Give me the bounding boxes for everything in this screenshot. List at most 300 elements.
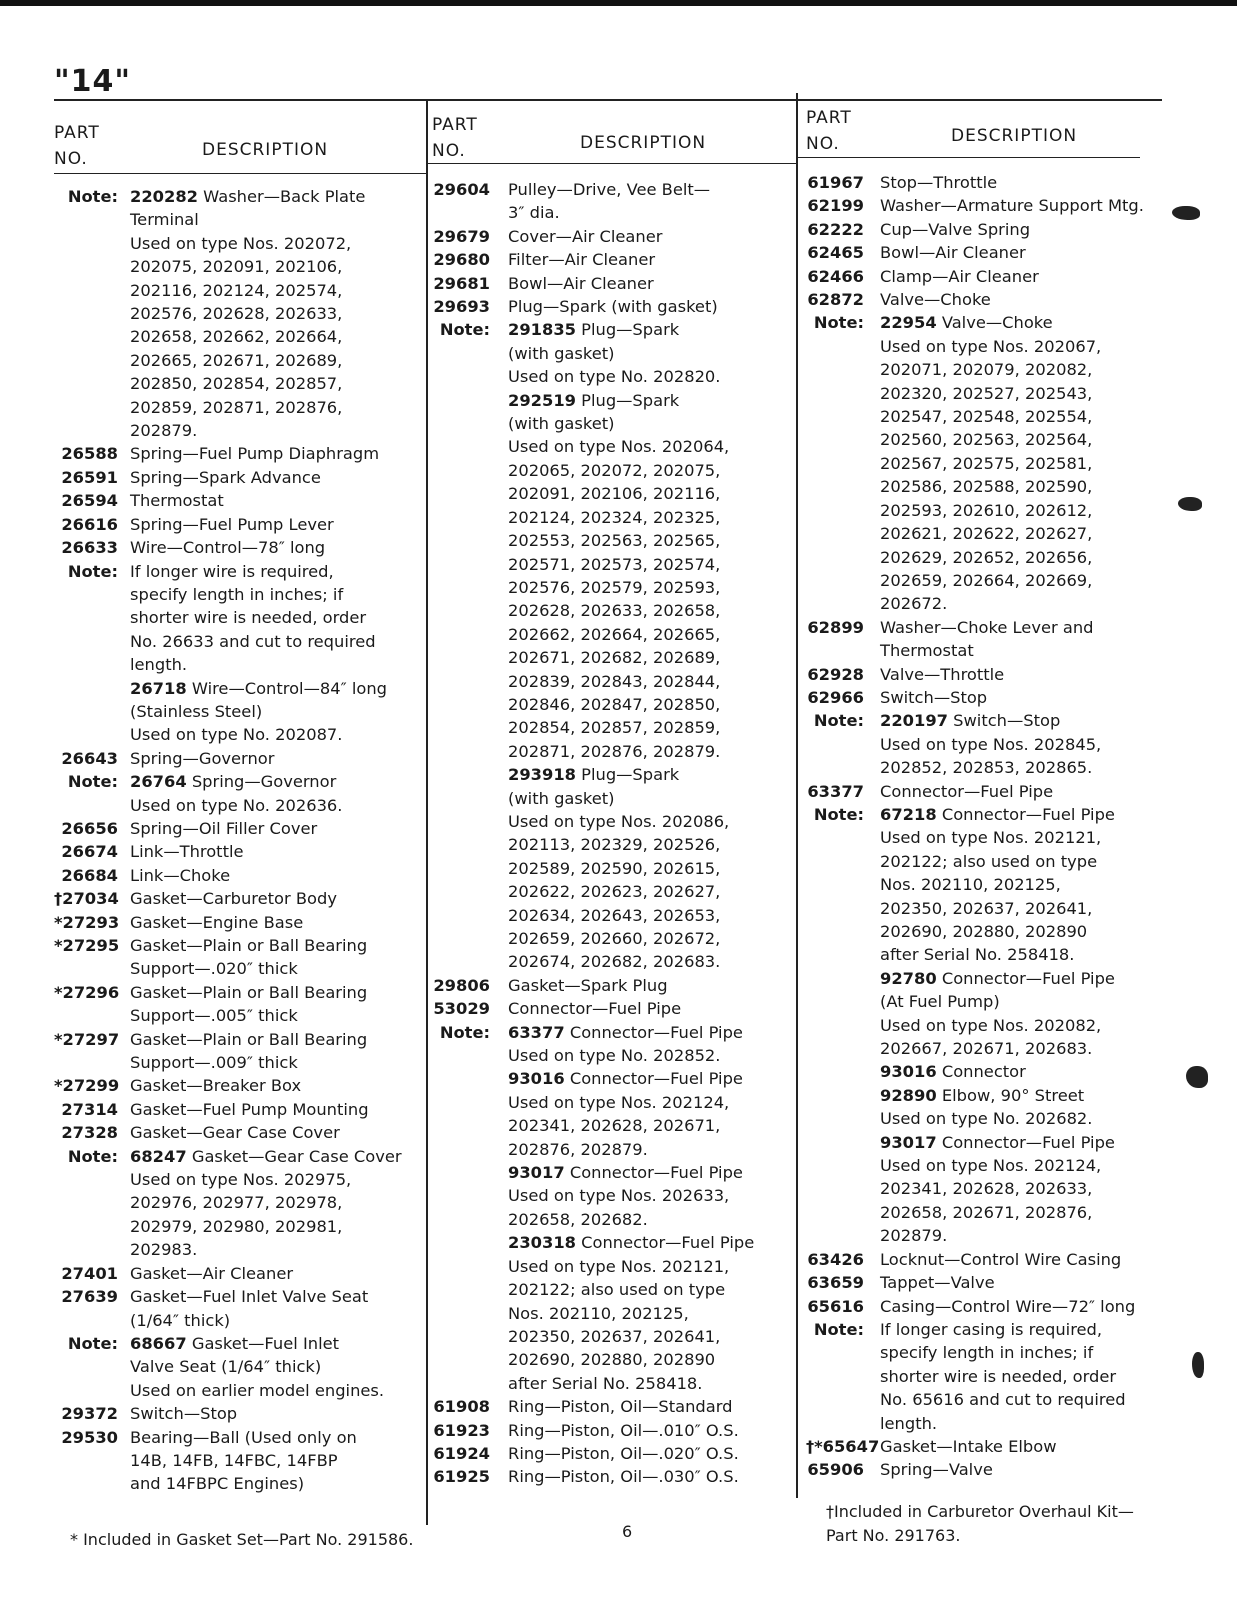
- part-description: [880, 1435, 1144, 1458]
- description-text: Spring—Fuel Pump Lever: [130, 514, 334, 534]
- part-row: [54, 911, 402, 934]
- description-text: Switch—Stop Used on type Nos. 202845, 202852, 202853, 202865.: [880, 711, 1102, 778]
- part-description: [130, 770, 402, 817]
- part-description: [880, 709, 1144, 779]
- part-row: [54, 840, 402, 863]
- part-number: 27314: [61, 1099, 118, 1119]
- description-text: Spring—Governor Used on type No. 202636.: [130, 772, 343, 815]
- description-text: Washer—Back Plate Terminal Used on type Nos. 202072, 202075, 202091, 202106, 202116, 202124, 202574, 202576, 202628, 202633, 202658, 202662, 202664, 202665, 202671, 202689, 202850, 202854, 202857, 202859, 202871, 202876, 202879.: [130, 187, 366, 441]
- part-row: [806, 709, 1144, 779]
- part-number: *27299: [54, 1076, 120, 1096]
- alternate-part-number: 292519: [508, 390, 576, 410]
- part-row: [806, 780, 1144, 803]
- part-number: 62465: [807, 243, 864, 263]
- part-description: [508, 1231, 754, 1395]
- binder-hole-mark: [1172, 206, 1200, 220]
- part-number: 53029: [433, 999, 490, 1019]
- part-number: *27295: [54, 936, 120, 955]
- part-description: [880, 194, 1144, 217]
- description-text: Washer—Armature Support Mtg.: [880, 196, 1144, 216]
- alternate-part-number: 22954: [880, 313, 937, 333]
- part-number: 27328: [61, 1123, 118, 1143]
- description-text: Gasket—Fuel Inlet Valve Seat (1/64″ thick) Used on earlier model engines.: [130, 1333, 385, 1400]
- description-text: Gasket—Spark Plug: [508, 975, 668, 995]
- part-row: [432, 318, 754, 388]
- part-description: [130, 1098, 402, 1121]
- description-text: Ring—Piston, Oil—Standard: [508, 1397, 733, 1417]
- part-row: [806, 171, 1144, 194]
- part-row: [806, 1060, 1144, 1083]
- part-row: [432, 1067, 754, 1161]
- part-row: [432, 1395, 754, 1418]
- part-description: [880, 616, 1144, 663]
- part-number: 61925: [433, 1467, 490, 1487]
- part-row: [432, 974, 754, 997]
- part-number: *27297: [54, 1029, 120, 1049]
- part-row: [54, 981, 402, 1028]
- description-text: Connector—Fuel Pipe Used on type Nos. 202121, 202122; also used on type Nos. 202110, 202125, 202350, 202637, 202641, 202690, 202880, 202890 after Serial No. 258418.: [508, 1233, 755, 1393]
- part-description: [880, 241, 1144, 264]
- description-text: Washer—Choke Lever and Thermostat: [880, 617, 1094, 661]
- note-label: Note:: [67, 772, 118, 792]
- binder-hole-mark: [1186, 1066, 1208, 1088]
- parts-list: [432, 178, 754, 1489]
- part-number: 62899: [807, 617, 864, 637]
- part-row: [54, 817, 402, 840]
- description-text: Wire—Control—84″ long (Stainless Steel) Used on type No. 202087.: [130, 678, 387, 745]
- part-number: †*65647: [806, 1436, 880, 1456]
- parts-column-1: [54, 100, 422, 1494]
- description-text: Plug—Spark (with gasket) Used on type Nos. 202064, 202065, 202072, 202075, 202091, 202106, 202116, 202124, 202324, 202325, 202553, 202563, 202565, 202571, 202573, 202574, 202576, 202579, 202593, 202628, 202633, 202658, 202662, 202664, 202665, 202671, 202682, 202689, 202839, 202843, 202844, 202846, 202847, 202850, 202854, 202857, 202859, 202871, 202876, 202879.: [508, 390, 730, 761]
- description-text: Pulley—Drive, Vee Belt— 3″ dia.: [508, 180, 711, 223]
- part-description: [130, 560, 402, 677]
- alternate-part-number: 93017: [508, 1163, 565, 1183]
- description-text: Valve—Choke Used on type Nos. 202067, 202071, 202079, 202082, 202320, 202527, 202543, 202547, 202548, 202554, 202560, 202563, 202564, 202567, 202575, 202581, 202586, 202588, 202590, 202593, 202610, 202612, 202621, 202622, 202627, 202629, 202652, 202656, 202659, 202664, 202669, 202672.: [880, 313, 1102, 614]
- note-label: Note:: [813, 804, 864, 824]
- part-description: [130, 887, 402, 910]
- part-description: [880, 967, 1144, 1061]
- part-number: *27293: [54, 912, 120, 932]
- binder-hole-mark: [1192, 1352, 1204, 1378]
- part-number: 62222: [807, 219, 864, 239]
- part-description: [880, 311, 1144, 615]
- part-row: [54, 442, 402, 465]
- part-description: [508, 272, 754, 295]
- part-description: [130, 536, 402, 559]
- description-text: Gasket—Plain or Ball Bearing Support—.009″ thick: [130, 1029, 368, 1073]
- part-no-header: PART NO.: [806, 108, 852, 154]
- alternate-part-number: 63377: [508, 1022, 565, 1042]
- description-text: Spring—Valve: [880, 1460, 993, 1480]
- alternate-part-number: 291835: [508, 320, 576, 340]
- part-number: 63659: [807, 1273, 864, 1293]
- part-description: [130, 466, 402, 489]
- page-number: 6: [622, 1522, 633, 1541]
- part-description: [508, 763, 754, 974]
- part-row: [432, 1465, 754, 1488]
- description-text: Ring—Piston, Oil—.010″ O.S.: [508, 1420, 739, 1440]
- part-row: [54, 1145, 402, 1262]
- part-description: [880, 780, 1144, 803]
- part-number: 26616: [61, 514, 118, 534]
- part-row: [806, 1271, 1144, 1294]
- part-description: [880, 1084, 1144, 1131]
- part-description: [130, 1426, 402, 1496]
- part-description: [130, 442, 402, 465]
- part-number: 62928: [807, 664, 864, 684]
- part-description: [508, 1442, 754, 1465]
- part-no-header: PART NO.: [432, 115, 478, 161]
- part-row: [54, 489, 402, 512]
- description-text: Thermostat: [130, 491, 224, 511]
- part-number: 26643: [61, 748, 118, 768]
- note-label: Note:: [439, 1022, 490, 1042]
- description-text: Gasket—Gear Case Cover Used on type Nos. 202975, 202976, 202977, 202978, 202979, 202980, 202981, 202983.: [130, 1146, 402, 1260]
- description-text: Connector—Fuel Pipe: [880, 781, 1054, 801]
- part-description: [880, 1318, 1144, 1435]
- part-number: 62966: [807, 687, 864, 707]
- note-label: Note:: [439, 320, 490, 340]
- alternate-part-number: 68667: [130, 1333, 187, 1353]
- part-row: [54, 864, 402, 887]
- header-rule: [54, 173, 426, 174]
- part-description: [508, 1021, 754, 1068]
- alternate-part-number: 220282: [130, 187, 198, 206]
- part-description: [508, 178, 754, 225]
- description-text: Bearing—Ball (Used only on 14B, 14FB, 14FBC, 14FBP and 14FBPC Engines): [130, 1427, 357, 1494]
- description-text: Spring—Spark Advance: [130, 467, 321, 487]
- part-description: [130, 1285, 402, 1332]
- alternate-part-number: 92780: [880, 968, 937, 988]
- description-text: Spring—Fuel Pump Diaphragm: [130, 444, 380, 464]
- description-text: Gasket—Breaker Box: [130, 1076, 302, 1096]
- part-description: [880, 686, 1144, 709]
- part-number: 62872: [807, 290, 864, 310]
- description-text: Switch—Stop: [130, 1404, 238, 1424]
- part-description: [880, 218, 1144, 241]
- description-text: Gasket—Fuel Pump Mounting: [130, 1099, 369, 1119]
- page-title: "14": [54, 64, 132, 99]
- part-row: [806, 1435, 1144, 1458]
- part-description: [508, 997, 754, 1020]
- part-row: [54, 1426, 402, 1496]
- part-number: 29679: [433, 226, 490, 246]
- part-row: [54, 934, 402, 981]
- part-description: [508, 1067, 754, 1161]
- part-description: [130, 677, 402, 747]
- part-number: 29806: [433, 975, 490, 995]
- part-description: [508, 225, 754, 248]
- part-description: [880, 1131, 1144, 1248]
- description-text: Switch—Stop: [880, 687, 988, 707]
- part-row: [54, 513, 402, 536]
- note-label: Note:: [67, 1333, 118, 1353]
- part-row: [54, 560, 402, 677]
- part-description: [130, 934, 402, 981]
- part-row: [432, 1161, 754, 1231]
- description-text: Stop—Throttle: [880, 173, 998, 192]
- description-text: Connector—Fuel Pipe Used on type Nos. 202633, 202658, 202682.: [508, 1163, 743, 1229]
- part-description: [508, 974, 754, 997]
- description-text: Ring—Piston, Oil—.030″ O.S.: [508, 1467, 739, 1487]
- part-description: [508, 1419, 754, 1442]
- part-number: 26633: [61, 538, 118, 558]
- part-number: 61923: [433, 1420, 490, 1440]
- alternate-part-number: 92890: [880, 1085, 937, 1105]
- description-text: Bowl—Air Cleaner: [508, 273, 654, 293]
- part-description: [130, 747, 402, 770]
- part-description: [130, 1332, 402, 1402]
- description-text: Casing—Control Wire—72″ long: [880, 1296, 1136, 1316]
- part-row: [54, 1121, 402, 1144]
- part-row: [806, 663, 1144, 686]
- description-header: DESCRIPTION: [580, 133, 707, 153]
- part-row: [806, 1458, 1144, 1481]
- description-text: Valve—Throttle: [880, 664, 1005, 684]
- part-number: 26594: [61, 491, 118, 511]
- part-row: [806, 967, 1144, 1061]
- part-row: [432, 1419, 754, 1442]
- part-row: [432, 272, 754, 295]
- note-label: Note:: [813, 711, 864, 731]
- part-row: [54, 536, 402, 559]
- description-text: Wire—Control—78″ long: [130, 538, 326, 558]
- part-number: 26588: [61, 444, 118, 464]
- description-text: Spring—Oil Filler Cover: [130, 818, 318, 838]
- carburetor-kit-footnote: †Included in Carburetor Overhaul Kit— Part No. 291763.: [826, 1502, 1134, 1545]
- part-row: [806, 616, 1144, 663]
- part-row: [806, 241, 1144, 264]
- description-text: Connector—Fuel Pipe (At Fuel Pump) Used on type Nos. 202082, 202667, 202671, 202683.: [880, 968, 1115, 1059]
- part-description: [880, 171, 1144, 194]
- part-row: [54, 1332, 402, 1402]
- part-description: [130, 1402, 402, 1425]
- description-header: DESCRIPTION: [951, 126, 1078, 146]
- alternate-part-number: 26764: [130, 772, 187, 792]
- part-row: [432, 1442, 754, 1465]
- part-number: 29680: [433, 250, 490, 270]
- part-row: [806, 1248, 1144, 1271]
- part-description: [130, 1145, 402, 1262]
- part-row: [54, 1098, 402, 1121]
- part-description: [130, 185, 402, 442]
- gasket-set-footnote: * Included in Gasket Set—Part No. 291586.: [70, 1530, 414, 1549]
- header-rule: [426, 163, 796, 164]
- part-description: [880, 1248, 1144, 1271]
- note-label: Note:: [813, 1319, 864, 1339]
- description-text: Locknut—Control Wire Casing: [880, 1249, 1122, 1269]
- parts-list: [54, 185, 402, 1496]
- part-row: [54, 1074, 402, 1097]
- part-number: 26591: [61, 467, 118, 487]
- column-divider: [426, 100, 428, 1525]
- note-label: Note:: [67, 187, 118, 206]
- part-row: [806, 803, 1144, 967]
- part-number: 26656: [61, 818, 118, 838]
- part-number: 26684: [61, 865, 118, 885]
- part-number: 27401: [61, 1263, 118, 1283]
- part-number: 29530: [61, 1427, 118, 1447]
- part-description: [880, 1271, 1144, 1294]
- description-text: Ring—Piston, Oil—.020″ O.S.: [508, 1443, 739, 1463]
- description-text: Connector—Fuel Pipe Used on type No. 202852.: [508, 1022, 743, 1066]
- part-row: [54, 770, 402, 817]
- part-description: [508, 295, 754, 318]
- part-row: [806, 686, 1144, 709]
- part-row: [806, 1318, 1144, 1435]
- part-description: [130, 1121, 402, 1144]
- description-text: Connector—Fuel Pipe Used on type Nos. 202124, 202341, 202628, 202671, 202876, 202879.: [508, 1069, 743, 1159]
- description-text: Spring—Governor: [130, 748, 275, 768]
- description-text: Elbow, 90° Street Used on type No. 202682.: [880, 1085, 1093, 1129]
- part-row: [806, 1084, 1144, 1131]
- part-row: [54, 1285, 402, 1332]
- part-row: [54, 185, 402, 442]
- description-text: Plug—Spark (with gasket): [508, 297, 718, 317]
- description-text: Connector—Fuel Pipe Used on type Nos. 202124, 202341, 202628, 202633, 202658, 202671, 202876, 202879.: [880, 1132, 1115, 1246]
- description-text: Gasket—Gear Case Cover: [130, 1123, 340, 1143]
- part-number: 61924: [433, 1443, 490, 1463]
- part-row: [54, 1402, 402, 1425]
- part-row: [432, 389, 754, 764]
- note-label: Note:: [67, 561, 118, 581]
- part-row: [432, 178, 754, 225]
- description-text: Plug—Spark (with gasket) Used on type No. 202820.: [508, 320, 721, 387]
- alternate-part-number: 93016: [508, 1069, 565, 1089]
- description-text: Gasket—Carburetor Body: [130, 889, 337, 909]
- part-description: [880, 1295, 1144, 1318]
- part-description: [508, 1465, 754, 1488]
- part-description: [130, 1074, 402, 1097]
- description-text: Cover—Air Cleaner: [508, 226, 663, 246]
- part-number: 63426: [807, 1249, 864, 1269]
- column-divider: [796, 93, 798, 1498]
- part-number: †27034: [54, 889, 119, 909]
- part-description: [130, 840, 402, 863]
- part-number: 65906: [807, 1460, 864, 1480]
- part-row: [806, 194, 1144, 217]
- part-description: [880, 803, 1144, 967]
- part-no-header: PART NO.: [54, 123, 100, 169]
- part-description: [130, 1028, 402, 1075]
- description-text: Gasket—Engine Base: [130, 912, 304, 932]
- part-description: [130, 489, 402, 512]
- part-description: [130, 1262, 402, 1285]
- part-number: 61967: [807, 173, 864, 192]
- part-number: 62199: [807, 196, 864, 216]
- description-text: Plug—Spark (with gasket) Used on type Nos. 202086, 202113, 202329, 202526, 202589, 202590, 202615, 202622, 202623, 202627, 202634, 202643, 202653, 202659, 202660, 202672, 202674, 202682, 202683.: [508, 765, 730, 972]
- part-description: [880, 288, 1144, 311]
- alternate-part-number: 220197: [880, 711, 948, 731]
- column-header: [806, 100, 1162, 174]
- note-label: Note:: [67, 1146, 118, 1166]
- description-text: If longer casing is required, specify length in inches; if shorter wire is needed, order No. 65616 and cut to required length.: [880, 1319, 1126, 1433]
- part-description: [880, 1060, 1144, 1083]
- part-number: 27639: [61, 1287, 118, 1307]
- description-text: Gasket—Air Cleaner: [130, 1263, 294, 1283]
- part-number: 65616: [807, 1296, 864, 1316]
- description-text: Connector: [936, 1062, 1026, 1082]
- part-number: 29693: [433, 297, 490, 317]
- description-text: Gasket—Intake Elbow: [880, 1436, 1057, 1456]
- part-description: [880, 1458, 1144, 1481]
- binder-hole-mark: [1178, 497, 1202, 511]
- description-text: Connector—Fuel Pipe: [508, 999, 682, 1019]
- top-border: [0, 0, 1237, 6]
- part-row: [806, 1295, 1144, 1318]
- description-text: Connector—Fuel Pipe Used on type Nos. 202121, 202122; also used on type Nos. 202110, 202125, 202350, 202637, 202641, 202690, 202880, 202890 after Serial No. 258418.: [880, 804, 1115, 965]
- part-number: *27296: [54, 982, 120, 1002]
- part-description: [130, 911, 402, 934]
- description-text: Valve—Choke: [880, 290, 991, 310]
- part-number: 62466: [807, 266, 864, 286]
- part-description: [508, 318, 754, 388]
- part-number: 26674: [61, 842, 118, 862]
- part-description: [508, 1395, 754, 1418]
- part-row: [806, 218, 1144, 241]
- part-row: [432, 248, 754, 271]
- header-rule: [798, 157, 1140, 158]
- note-label: Note:: [813, 313, 864, 333]
- parts-column-2: [432, 100, 794, 1487]
- column-header: [54, 100, 422, 174]
- description-text: Clamp—Air Cleaner: [880, 266, 1039, 286]
- part-row: [806, 311, 1144, 615]
- description-text: Link—Choke: [130, 865, 231, 885]
- part-number: 61908: [433, 1397, 490, 1417]
- part-description: [508, 389, 754, 764]
- part-row: [432, 997, 754, 1020]
- part-number: 63377: [807, 781, 864, 801]
- part-description: [130, 513, 402, 536]
- parts-column-3: [806, 100, 1162, 1480]
- part-row: [432, 1231, 754, 1395]
- part-row: [806, 265, 1144, 288]
- part-row: [54, 1028, 402, 1075]
- part-description: [508, 248, 754, 271]
- part-row: [54, 887, 402, 910]
- part-row: [54, 677, 402, 747]
- description-text: If longer wire is required, specify length in inches; if shorter wire is needed, order No. 26633 and cut to required length.: [130, 561, 376, 675]
- part-row: [806, 1131, 1144, 1248]
- part-row: [432, 295, 754, 318]
- column-header: [432, 100, 794, 174]
- part-row: [432, 763, 754, 974]
- description-text: Link—Throttle: [130, 842, 244, 862]
- description-text: Bowl—Air Cleaner: [880, 243, 1026, 263]
- part-row: [54, 1262, 402, 1285]
- alternate-part-number: 93017: [880, 1132, 937, 1152]
- part-description: [130, 981, 402, 1028]
- part-description: [508, 1161, 754, 1231]
- part-description: [880, 265, 1144, 288]
- part-row: [54, 466, 402, 489]
- description-text: Gasket—Plain or Ball Bearing Support—.020″ thick: [130, 936, 368, 979]
- part-description: [130, 817, 402, 840]
- part-row: [54, 747, 402, 770]
- parts-list: [806, 171, 1144, 1482]
- part-description: [880, 663, 1144, 686]
- alternate-part-number: 67218: [880, 804, 937, 824]
- alternate-part-number: 293918: [508, 765, 576, 785]
- description-text: Gasket—Plain or Ball Bearing Support—.005″ thick: [130, 982, 368, 1026]
- part-number: 29372: [61, 1404, 118, 1424]
- description-text: Gasket—Fuel Inlet Valve Seat (1/64″ thick): [130, 1287, 369, 1330]
- description-text: Tappet—Valve: [880, 1273, 995, 1293]
- alternate-part-number: 26718: [130, 678, 187, 698]
- part-number: 29604: [433, 180, 490, 199]
- description-text: Cup—Valve Spring: [880, 219, 1031, 239]
